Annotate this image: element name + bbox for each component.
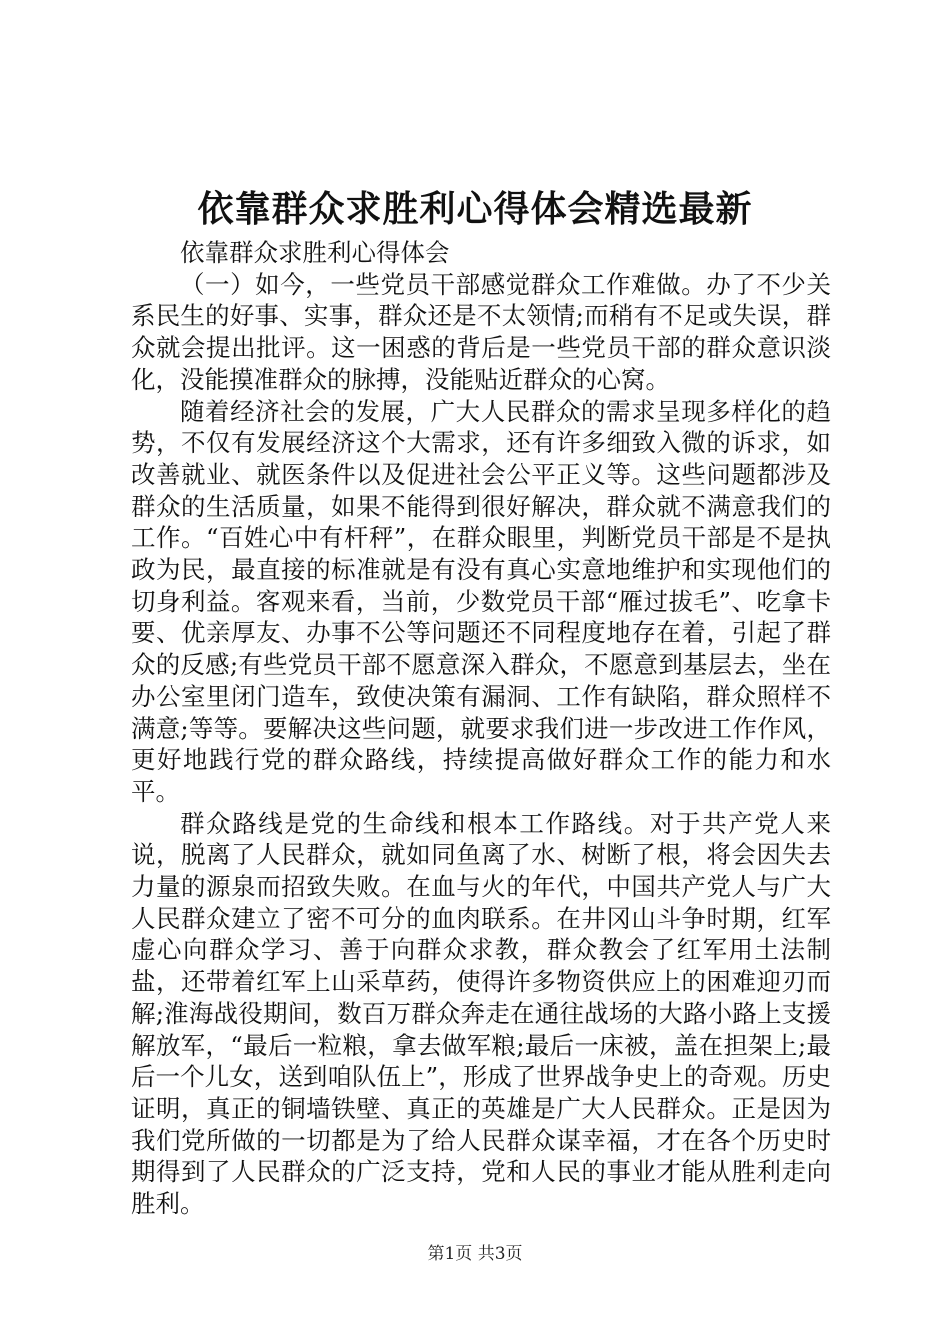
page-footer: 第1页 共3页 (427, 1244, 523, 1264)
document-title: 依靠群众求胜利心得体会精选最新 (197, 189, 753, 230)
paragraph-2: 随着经济社会的发展，广大人民群众的需求呈现多样化的趋势，不仅有发展经济这个大需求，还有许多细致入微的诉求，如改善就业、就医条件以及促进社会公平正义等。这些问题都涉及群众的生活质量，如果不能得到很好解决，群众就不满意我们的工作。“百姓心中有杆秤”，在群众眼里，判断党员干部是不是执政为民，最直接的标准就是有没有真心实意地维护和实现他们的切身利益。客观来看，当前，少数党员干部“雁过拔毛”、吃拿卡要、优亲厚友、办事不公等问题还不同程度地存在着，引起了群众的反感;有些党员干部不愿意深入群众，不愿意到基层去，坐在办公室里闭门造车，致使决策有漏洞、工作有缺陷，群众照样不满意;等等。要解决这些问题，就要求我们进一步改进工作作风，更好地践行党的群众路线，持续提高做好群众工作的能力和水平。 (131, 396, 831, 806)
document-subtitle: 依靠群众求胜利心得体会 (180, 238, 450, 267)
paragraph-1: （一）如今，一些党员干部感觉群众工作难做。办了不少关系民生的好事、实事，群众还是不太领情;而稍有不足或失误，群众就会提出批评。这一困惑的背后是一些党员干部的群众意识淡化，没能摸准群众的脉搏，没能贴近群众的心窝。 (131, 269, 831, 394)
document-body (131, 237, 831, 1220)
paragraph-3: 群众路线是党的生命线和根本工作路线。对于共产党人来说，脱离了人民群众，就如同鱼离了水、树断了根，将会因失去力量的源泉而招致失败。在血与火的年代，中国共产党人与广大人民群众建立了密不可分的血肉联系。在井冈山斗争时期，红军虚心向群众学习、善于向群众求教，群众教会了红军用土法制盐，还带着红军上山采草药，使得许多物资供应上的困难迎刃而解;淮海战役期间，数百万群众奔走在通往战场的大路小路上支援解放军，“最后一粒粮，拿去做军粮;最后一床被，盖在担架上;最后一个儿女，送到咱队伍上”，形成了世界战争史上的奇观。历史证明，真正的铜墙铁壁、真正的英雄是广大人民群众。正是因为我们党所做的一切都是为了给人民群众谋幸福，才在各个历史时期得到了人民群众的广泛支持，党和人民的事业才能从胜利走向胜利。 (131, 808, 831, 1219)
